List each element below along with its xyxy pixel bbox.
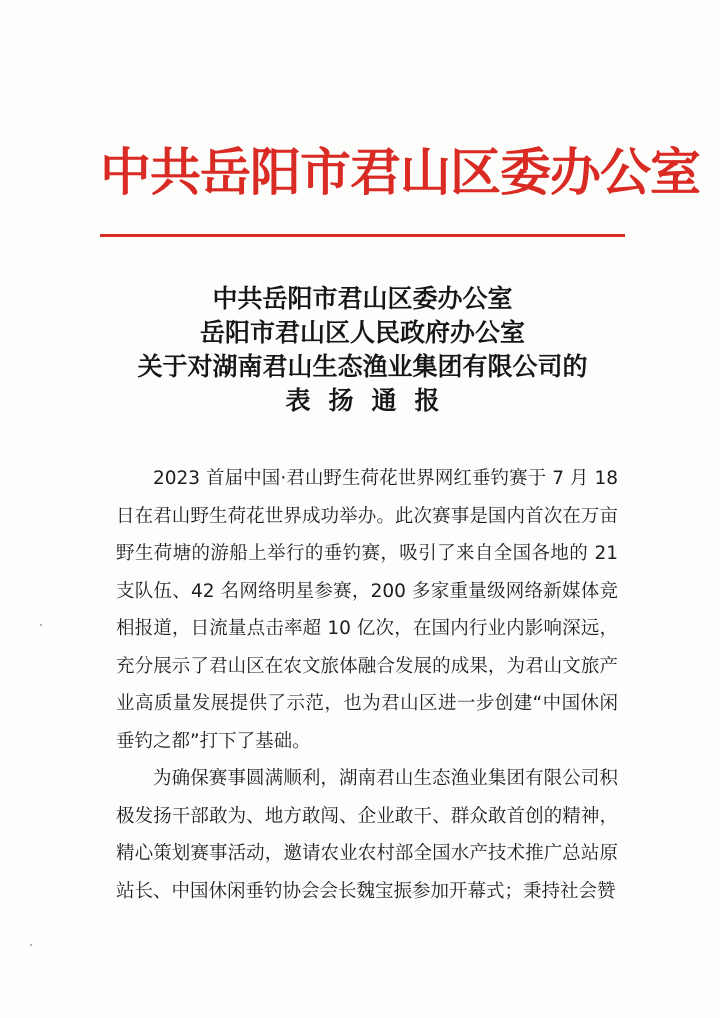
document-title (100, 282, 625, 418)
title-line-3: 关于对湖南君山生态渔业集团有限公司的 (137, 352, 588, 381)
issuer-header: 中共岳阳市君山区委办公室 (100, 143, 701, 203)
body-paragraph-2: 为确保赛事圆满顺利，湖南君山生态渔业集团有限公司积极发扬干部敢为、地方敢闯、企业敢干、群众敢首创的精神，精心策划赛事活动，邀请农业农村部全国水产技术推广总站原站长、中国休闲垂钓协会会长魏宝振参加开幕式；秉持社会赞 (116, 768, 618, 902)
body-paragraph-1: 2023 首届中国·君山野生荷花世界网红垂钓赛于 7 月 18 日在君山野生荷花世界成功举办。此次赛事是国内首次在万亩野生荷塘的游船上举行的垂钓赛，吸引了来自全国各地的 21 支队伍、42 名网络明星参赛，200 多家重量级网络新媒体竞相报道，日流量点击率超 10 亿次，在国内行业内影响深远，充分展示了君山区在农文旅体融合发展的成果，为君山文旅产业高质量发展提供了示范，也为君山区进一步创建“中国休闲垂钓之都”打下了基础。 (116, 468, 618, 752)
title-line-4: 表扬通报 (285, 386, 458, 415)
scan-speck (40, 624, 42, 626)
title-line-1: 中共岳阳市君山区委办公室 (212, 284, 513, 313)
body-text (116, 460, 618, 910)
red-divider-line (100, 234, 625, 237)
title-line-2: 岳阳市君山区人民政府办公室 (199, 318, 525, 347)
scan-speck (30, 944, 32, 946)
